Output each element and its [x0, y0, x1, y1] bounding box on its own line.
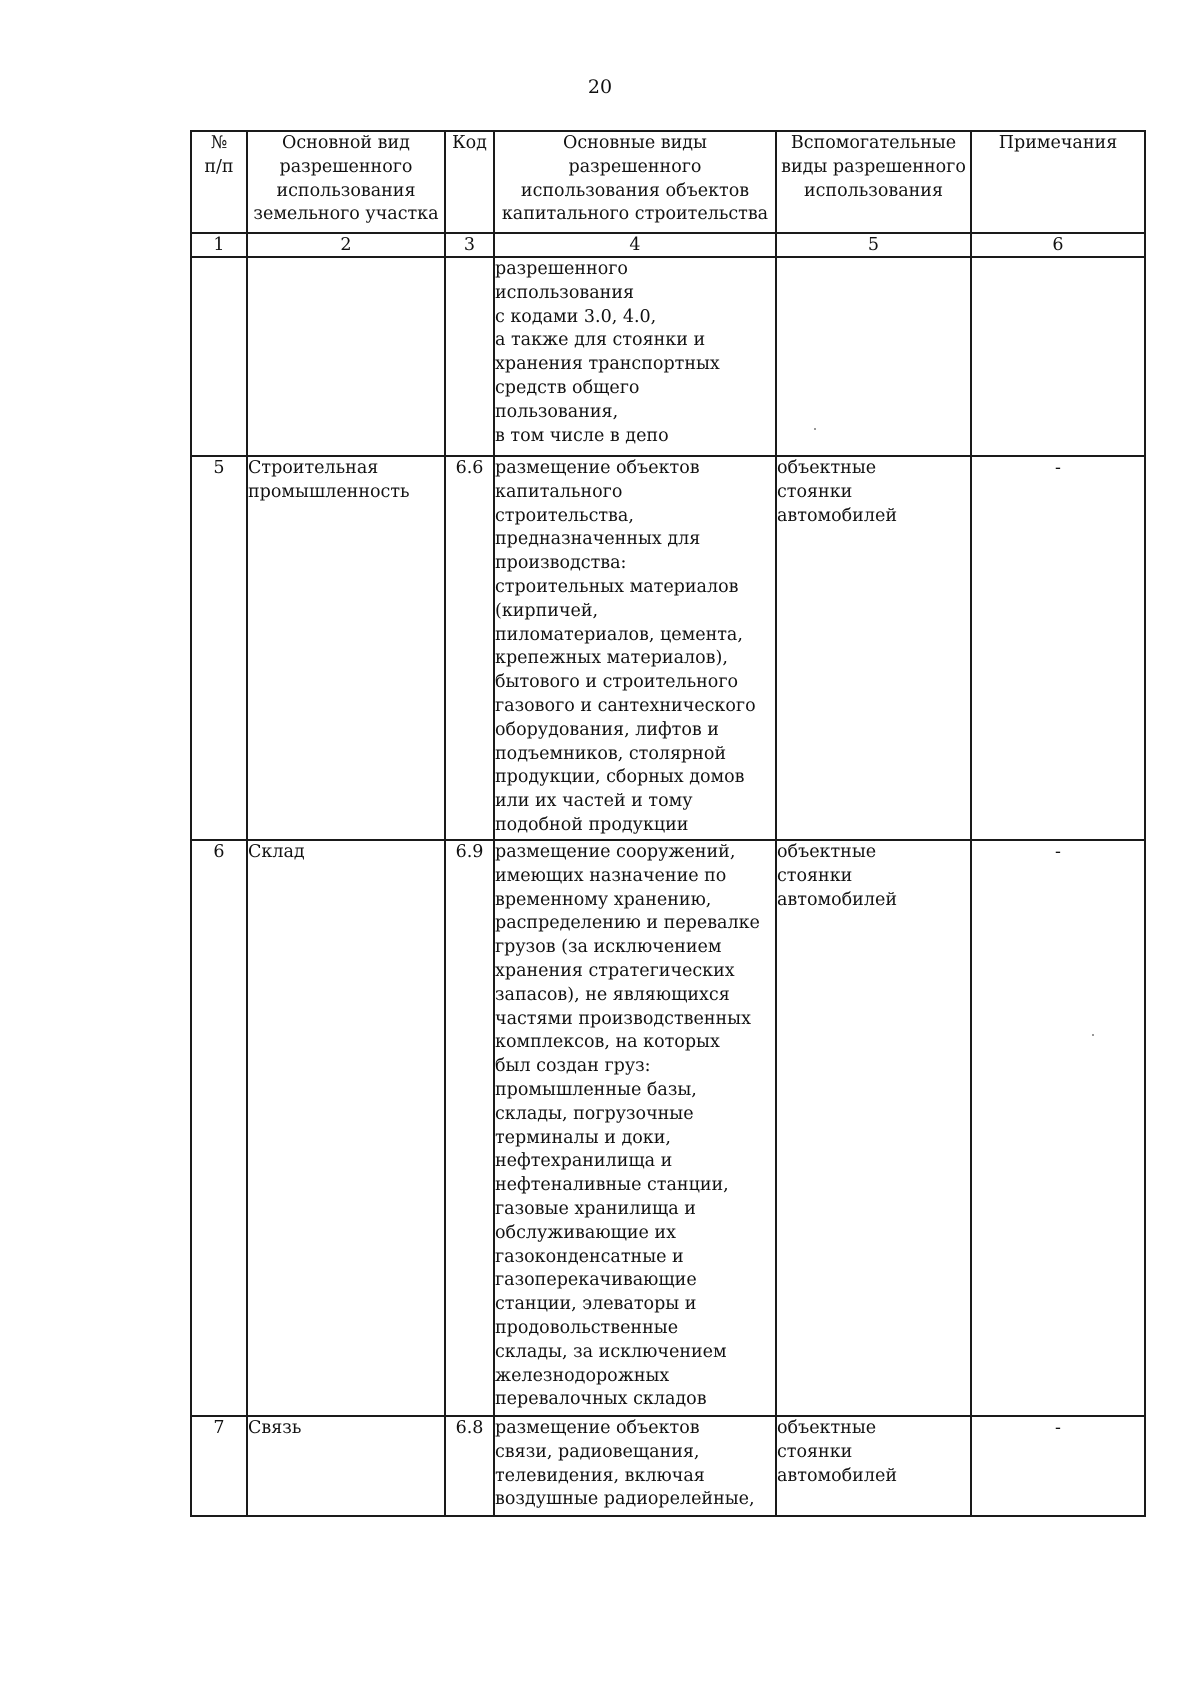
- land-use-table: [190, 130, 1146, 1517]
- scan-speck: [1092, 1034, 1094, 1036]
- row-code: 6.9: [445, 840, 494, 1416]
- column-number: 6: [971, 233, 1145, 257]
- row-main-use: размещение сооружений, имеющих назначение по временному хранению, распределению и перевалке грузов (за исключением хранения стратегических запасов), не являющихся частями производственных комплексов, на которых был создан груз: промышленные базы, склады, погрузочные терминалы и доки, нефтехранилища и нефтеналивные станции, газовые хранилища и обслуживающие их газоконденсатные и газоперекачивающие станции, элеваторы и продовольственные склады, за исключением железнодорожных перевалочных складов: [494, 840, 776, 1416]
- table-row: [191, 840, 1145, 1416]
- row-auxiliary-use: объектные стоянки автомобилей: [776, 456, 971, 840]
- row-main-use: разрешенного использования с кодами 3.0, 4.0, а также для стоянки и хранения транспортных средств общего пользования, в том числе в депо: [494, 257, 776, 456]
- header-main-building-use: Основные виды разрешенного использования объектов капитального строительства: [494, 131, 776, 233]
- row-land-use-name: Склад: [247, 840, 445, 1416]
- row-note: [971, 257, 1145, 456]
- column-number: 5: [776, 233, 971, 257]
- header-main-land-use: Основной вид разрешенного использования земельного участка: [247, 131, 445, 233]
- row-note: -: [971, 1416, 1145, 1516]
- scan-speck: [814, 428, 816, 430]
- row-code: 6.6: [445, 456, 494, 840]
- header-auxiliary-use: Вспомогательные виды разрешенного использования: [776, 131, 971, 233]
- table-row: [191, 1416, 1145, 1516]
- column-number: 4: [494, 233, 776, 257]
- table-header-row: [191, 131, 1145, 233]
- row-auxiliary-use: объектные стоянки автомобилей: [776, 1416, 971, 1516]
- header-code: Код: [445, 131, 494, 233]
- row-number: 5: [191, 456, 247, 840]
- row-note: -: [971, 456, 1145, 840]
- row-note: -: [971, 840, 1145, 1416]
- row-code: 6.8: [445, 1416, 494, 1516]
- row-land-use-name: Связь: [247, 1416, 445, 1516]
- row-land-use-name: [247, 257, 445, 456]
- row-land-use-name: Строительная промышленность: [247, 456, 445, 840]
- row-code: [445, 257, 494, 456]
- row-main-use: размещение объектов связи, радиовещания, телевидения, включая воздушные радиорелейные,: [494, 1416, 776, 1516]
- row-auxiliary-use: [776, 257, 971, 456]
- column-number: 3: [445, 233, 494, 257]
- header-number: № п/п: [191, 131, 247, 233]
- column-number: 1: [191, 233, 247, 257]
- row-number: [191, 257, 247, 456]
- page-number: 20: [587, 76, 613, 98]
- row-main-use: размещение объектов капитального строительства, предназначенных для производства: строительных материалов (кирпичей, пиломатериалов, цемента, крепежных материалов), бытового и строительного газового и сантехнического оборудования, лифтов и подъемников, столярной продукции, сборных домов или их частей и тому подобной продукции: [494, 456, 776, 840]
- column-number-row: [191, 233, 1145, 257]
- column-number: 2: [247, 233, 445, 257]
- header-notes: Примечания: [971, 131, 1145, 233]
- row-number: 7: [191, 1416, 247, 1516]
- row-auxiliary-use: объектные стоянки автомобилей: [776, 840, 971, 1416]
- table-row: [191, 456, 1145, 840]
- row-number: 6: [191, 840, 247, 1416]
- table-row: [191, 257, 1145, 456]
